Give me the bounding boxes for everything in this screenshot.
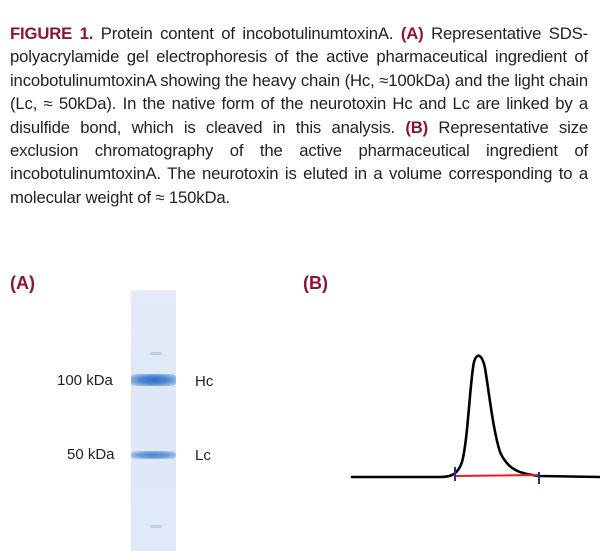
marker-label-100kda: 100 kDa: [57, 372, 113, 389]
light-chain-label: Lc: [195, 447, 211, 464]
caption-text-a: Representative SDS-polyacrylamide gel electrophoresis of the active pharmaceutical ingredient of incobotulinumtoxinA showing the heavy chain (Hc, ≈100kDa) and the light chain (Lc, ≈ 50kDa). In the native form of the neurotoxin Hc and Lc are linked by a disulfide bond, which is cleaved in this analysis.: [10, 24, 589, 137]
chromatogram-trace: [352, 356, 600, 477]
caption-label-b: (B): [405, 117, 429, 137]
figure-label: FIGURE 1.: [10, 24, 94, 43]
caption-title: Protein content of incobotulinumtoxinA.: [93, 24, 401, 43]
marker-label-50kda: 50 kDa: [67, 446, 115, 463]
heavy-chain-label: Hc: [195, 373, 214, 390]
caption-label-a: (A): [400, 24, 424, 43]
panel-b-label: (B): [303, 273, 328, 293]
caption-text-b: Representative size exclusion chromatography of the active pharmaceutical ingredient of incobotulinumtoxinA. The neurotoxin is eluted in a volume corresponding to a molecular weight of ≈ 150kDa.: [10, 117, 588, 207]
panel-a-label: (A): [10, 273, 35, 293]
integration-baseline: [455, 475, 539, 476]
